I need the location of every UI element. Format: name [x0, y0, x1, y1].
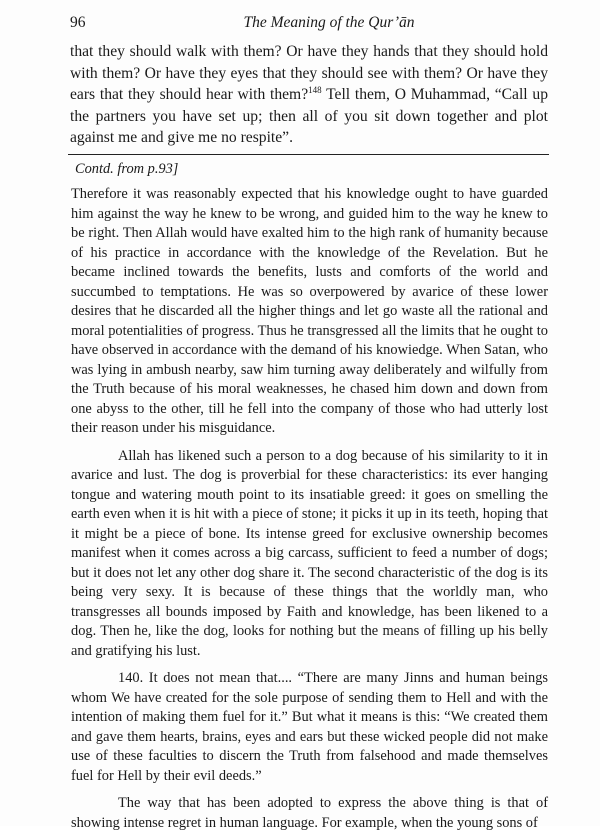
verse-text: that they should walk with them? Or have they hands that they should hold with them? Or have they eyes that they should see with them? Or have they ears that they should hear with them?	[70, 43, 548, 104]
page-number: 96	[70, 14, 86, 31]
footnote-reference: 148	[308, 85, 322, 96]
verse-paragraph	[70, 41, 548, 149]
translation-text	[70, 41, 548, 149]
running-title: The Meaning of the Qur’ān	[243, 14, 415, 31]
page-header	[70, 14, 548, 34]
commentary-paragraph: Allah has likened such a person to a dog because of his similarity to it in avarice and lust. The dog is proverbial for these characteristics: its ever hanging tongue and watering mouth point to its insatiable greed: it goes on smelling the earth even when it is hit with a piece of stone; it picks it up in its teeth, hoping that it might be a piece of bone. Its intense greed for exclusive ownership becomes manifest when it comes across a big carcass, sufficient to feed a number of dogs; but it does not let any other dog share it. The second characteristic of the dog is its being very sexy. It is because of these things that the worldly man, who transgresses all bounds imposed by Faith and knowledge, has been likened to a dog. Then he, like the dog, looks for nothing but the means of filling up his belly and gratifying his lust.	[71, 447, 548, 659]
footnote-140: 140. It does not mean that.... “There are many Jinns and human beings whom We have created for the sole purpose of sending them to Hell and with the intention of making them fuel for it.” But what it means is this: “We created them and gave them hearts, brains, eyes and ears but these wicked people did not make use of these faculties to discern the Truth from falsehood and made themselves fuel for Hell by their evil deeds.”	[71, 670, 548, 784]
verse-text-continued: Tell them, O Muhammad, “Call up the partners you have set up; then all of you sit down together and plot against me and give me no respite”.	[70, 86, 548, 147]
continued-from-label: Contd. from p.93]	[75, 161, 179, 177]
commentary-paragraph: Therefore it was reasonably expected that his knowledge ought to have guarded him against the way he knew to be wrong, and guided him to the way he knew to be right. Then Allah would have exalted him to the high rank of humanity because of his practice in accordance with the knowledge of the Revelation. But he became inclined towards the benefits, lusts and comforts of the world and succumbed to temptations. He was so overpowered by avarice of these lower desires that he discarded all the higher things and let go waste all the rational and moral potentialities of progress. Thus he transgressed all the limits that he ought to have observed in accordance with the demand of his knowiedge. When Satan, who was lying in ambush nearby, saw him turning away deliberately and wilfully from the Truth because of his moral weaknesses, he chased him down and down from one abyss to the other, till he fell into the company of those who had utterly lost their reason under his misguidance.	[71, 186, 548, 436]
commentary-paragraph: The way that has been adopted to express the above thing is that of showing intense regret in human language. For example, when the young sons of	[71, 795, 548, 831]
section-divider	[68, 154, 549, 155]
commentary-notes	[71, 160, 548, 833]
